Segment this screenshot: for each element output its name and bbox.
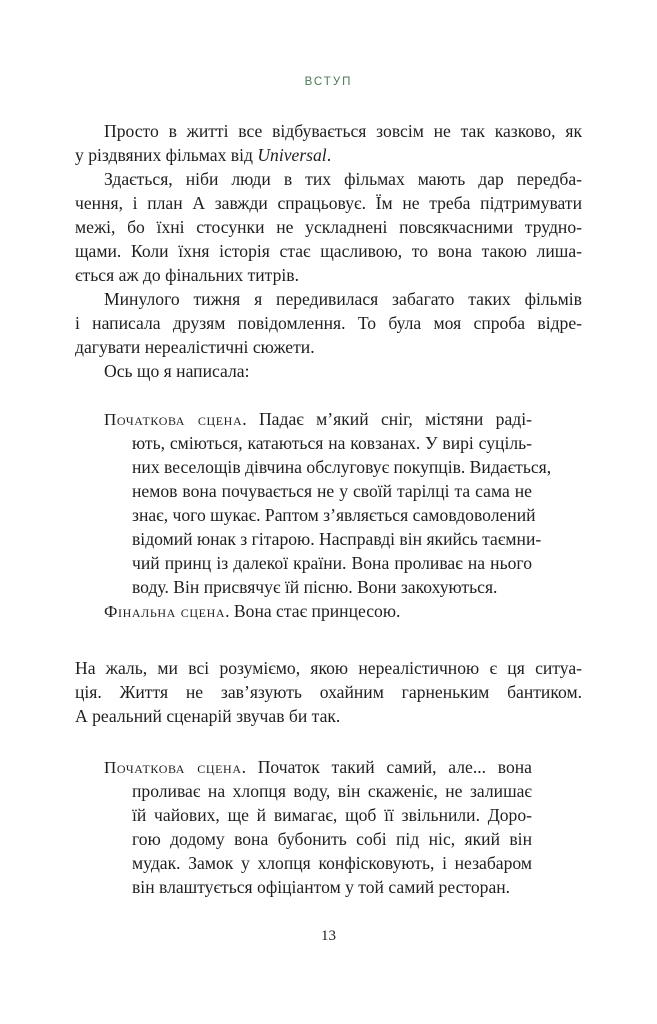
- intro-line: дагувати нереалістичні сюжети.: [75, 337, 315, 357]
- intro-line: ється аж до фінальних титрів.: [75, 265, 299, 285]
- intro-line: чення, і план А завжди спрацьовує. Їм не треба підтримувати: [75, 193, 582, 213]
- scenario-line: немов вона почувається не у своїй тарілці та сама не: [132, 481, 532, 501]
- scenario-line: проливає на хлопця воду, він скаженіє, не залишає: [132, 781, 532, 801]
- body-line: А реальний сценарій звучав би так.: [75, 706, 341, 726]
- scene-label: Фінальна сцена: [104, 602, 226, 621]
- scenario-line: ють, сміються, катаються на ковзанах. У вирі суціль-: [132, 433, 532, 453]
- scenario-line: Початкова сцена. Початок такий самий, але... вона: [104, 757, 532, 777]
- intro-line: Ось що я написала:: [104, 361, 250, 381]
- scenario-line: них веселощів дівчина обслуговує покупців. Видається,: [132, 457, 552, 477]
- scenario-line: відомий юнак з гітарою. Насправді він якийсь таємни-: [132, 529, 542, 549]
- scenario-line: їй чайових, ще й вимагає, щоб її звільнили. Доро-: [132, 805, 532, 825]
- intro-line: Просто в житті все відбувається зовсім не так казково, як: [104, 121, 582, 141]
- intro-line: у різдвяних фільмах від Universal.: [75, 145, 332, 165]
- intro-line: межі, бо їхні стосунки не ускладнені повсякчасними трудно-: [75, 217, 582, 237]
- intro-line: Здається, ніби люди в тих фільмах мають дар передба-: [104, 169, 582, 189]
- scenario-line: знає, чого шукає. Раптом з’являється самовдоволений: [132, 505, 536, 525]
- body-line: ція. Життя не зав’язують охайним гарненьким бантиком.: [75, 682, 582, 702]
- scenario-line: мудак. Замок у хлопця конфісковують, і незабаром: [132, 853, 532, 873]
- scenario-line: гою додому вона бубонить собі під ніс, який він: [132, 829, 532, 849]
- scenario-line: Початкова сцена. Падає м’який сніг, містяни раді-: [104, 409, 532, 429]
- scenario-line: воду. Він присвячує їй пісню. Вони закохуються.: [132, 577, 498, 597]
- page-number: 13: [321, 928, 336, 944]
- scenario-line: він влаштується офіціантом у той самий ресторан.: [132, 877, 511, 897]
- scenario-line: чий принц із далекої країни. Вона проливає на нього: [132, 553, 532, 573]
- intro-line: і написала друзям повідомлення. То була моя спроба відре-: [75, 313, 582, 333]
- scene-label: Початкова сцена: [104, 410, 243, 429]
- intro-line: Минулого тижня я передивилася забагато таких фільмів: [104, 289, 582, 309]
- scenario-line: Фінальна сцена. Вона стає принцесою.: [104, 601, 401, 621]
- body-line: На жаль, ми всі розуміємо, якою нереалістичною є ця ситуа-: [75, 658, 582, 678]
- brand-name: Universal: [257, 145, 327, 165]
- running-head: ВСТУП: [304, 76, 353, 88]
- scene-label: Початкова сцена: [104, 758, 242, 777]
- intro-line: щами. Коли їхня історія стає щасливою, то вона такою лиша-: [75, 241, 582, 261]
